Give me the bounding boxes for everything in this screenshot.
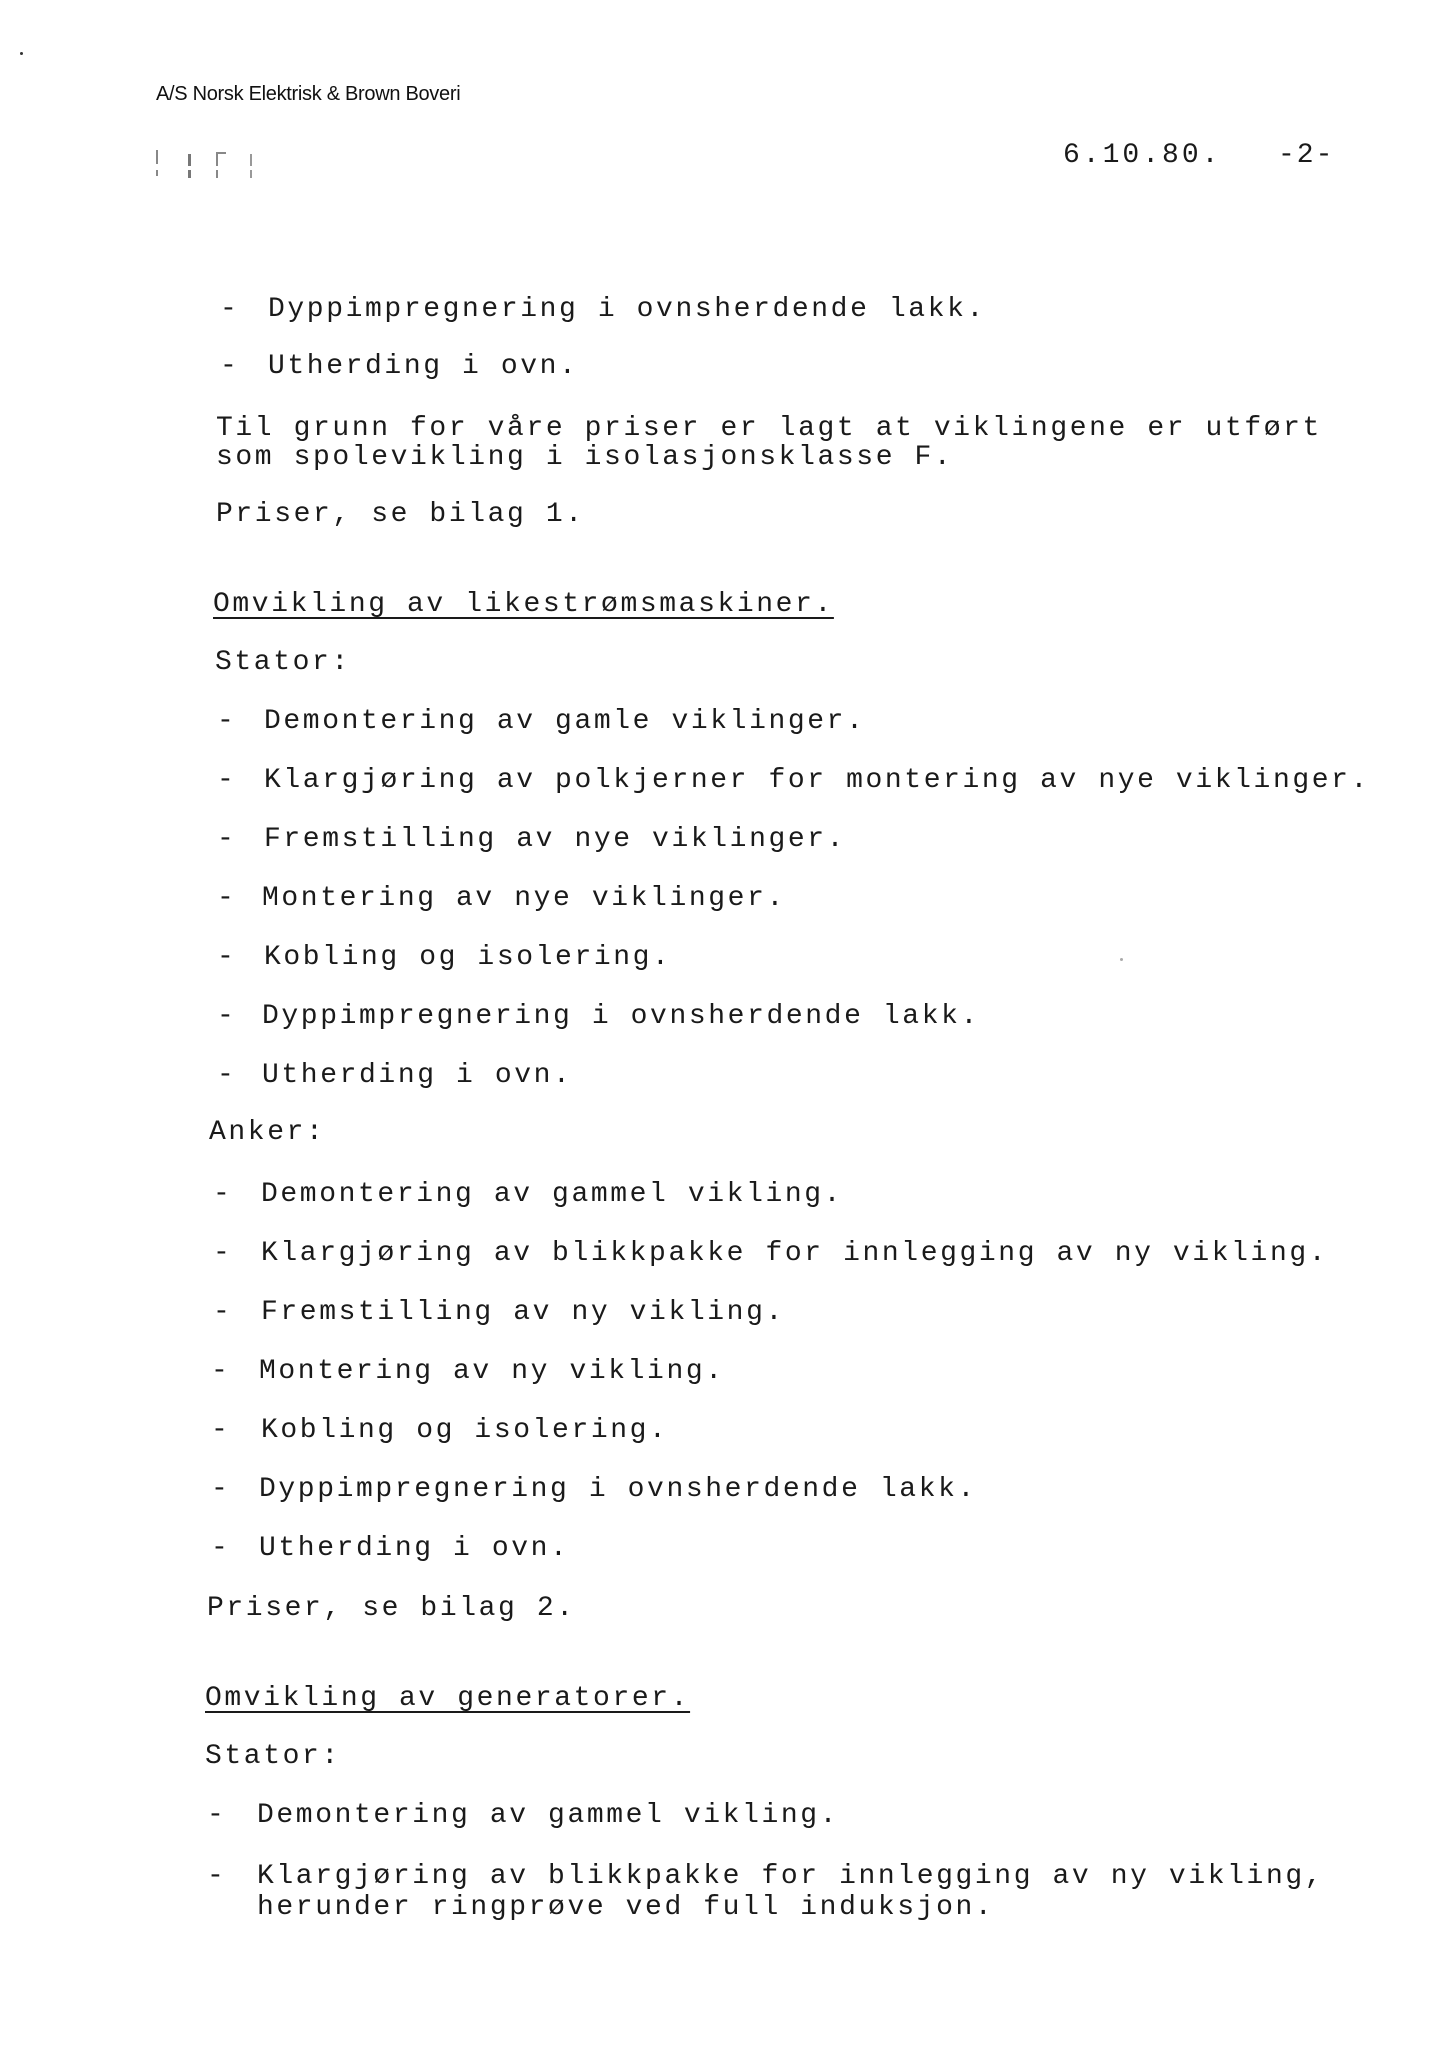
prices-reference: Priser, se bilag 1.: [216, 499, 585, 530]
list-item: Montering av nye viklinger.: [262, 883, 786, 914]
subsection-label: Stator:: [215, 647, 351, 678]
subsection-label: Anker:: [209, 1117, 326, 1148]
list-item: Kobling og isolering.: [261, 1415, 669, 1446]
scan-speck: [20, 52, 23, 55]
list-item: Klargjøring av blikkpakke for innlegging av ny vikling.: [261, 1238, 1329, 1269]
page-number: -2-: [1278, 140, 1335, 171]
company-name: A/S Norsk Elektrisk & Brown Boveri: [156, 83, 461, 105]
bullet-dash: -: [207, 1861, 224, 1892]
list-item: Klargjøring av polkjerner for montering av nye viklinger.: [264, 765, 1370, 796]
paragraph-line: som spolevikling i isolasjonsklasse F.: [216, 442, 954, 473]
bullet-dash: -: [220, 351, 237, 382]
section-heading: Omvikling av generatorer.: [205, 1683, 691, 1714]
list-item: Demontering av gammel vikling.: [257, 1800, 840, 1831]
bullet-dash: -: [213, 1297, 230, 1328]
prices-reference: Priser, se bilag 2.: [207, 1593, 576, 1624]
bullet-dash: -: [217, 706, 234, 737]
bullet-dash: -: [217, 942, 234, 973]
bullet-dash: -: [207, 1800, 224, 1831]
bullet-dash: -: [220, 294, 237, 325]
scan-speck: [1120, 958, 1123, 961]
bullet-dash: -: [217, 1001, 234, 1032]
bullet-dash: -: [217, 1060, 234, 1091]
list-item: Utherding i ovn.: [262, 1060, 573, 1091]
list-item-continuation: herunder ringprøve ved full induksjon.: [257, 1892, 995, 1923]
list-item: Montering av ny vikling.: [259, 1356, 725, 1387]
list-item: Fremstilling av ny vikling.: [261, 1297, 785, 1328]
bullet-dash: -: [211, 1356, 228, 1387]
list-item: Demontering av gammel vikling.: [261, 1179, 844, 1210]
paragraph-line: Til grunn for våre priser er lagt at viklingene er utført: [216, 413, 1322, 444]
bullet-dash: -: [217, 765, 234, 796]
bullet-dash: -: [213, 1238, 230, 1269]
list-item: Dyppimpregnering i ovnsherdende lakk.: [259, 1474, 977, 1505]
list-item: Kobling og isolering.: [264, 942, 672, 973]
subsection-label: Stator:: [205, 1741, 341, 1772]
bullet-dash: -: [213, 1179, 230, 1210]
bullet-dash: -: [217, 883, 234, 914]
letter-date: 6.10.80.: [1063, 140, 1222, 171]
list-item: Demontering av gamle viklinger.: [264, 706, 866, 737]
bullet-dash: -: [217, 824, 234, 855]
list-item: Fremstilling av nye viklinger.: [264, 824, 847, 855]
list-item: Klargjøring av blikkpakke for innlegging av ny vikling,: [257, 1861, 1325, 1892]
section-heading: Omvikling av likestrømsmaskiner.: [213, 589, 834, 620]
list-item: Utherding i ovn.: [268, 351, 579, 382]
bullet-dash: -: [211, 1533, 228, 1564]
list-item: Dyppimpregnering i ovnsherdende lakk.: [268, 294, 986, 325]
bullet-dash: -: [211, 1474, 228, 1505]
list-item: Dyppimpregnering i ovnsherdende lakk.: [262, 1001, 980, 1032]
scan-marks: [154, 146, 294, 186]
bullet-dash: -: [211, 1415, 228, 1446]
list-item: Utherding i ovn.: [259, 1533, 570, 1564]
